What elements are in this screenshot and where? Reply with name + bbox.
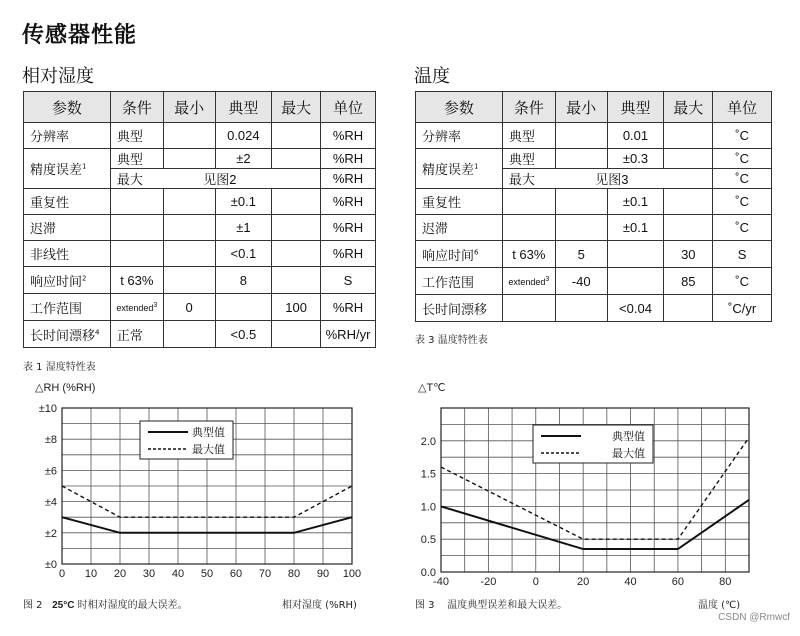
header-cell: 最大	[664, 92, 713, 123]
typ-cell: 0.024	[215, 123, 272, 149]
max-cell	[664, 123, 713, 149]
min-cell	[163, 149, 215, 169]
typ-cell: 8	[215, 267, 272, 294]
min-cell: 0	[163, 294, 215, 321]
series-line-solid	[441, 500, 749, 549]
cond-label: extended	[508, 276, 546, 287]
table-row	[24, 149, 376, 169]
y-tick-label: ±10	[38, 403, 57, 415]
header-cell: 典型	[215, 92, 272, 123]
caption-text: 温度典型误差和最大误差。	[447, 600, 568, 611]
x-tick-label: 10	[84, 568, 98, 580]
y-tick-label: 1.0	[420, 501, 436, 514]
typ-cell: ±0.1	[607, 215, 664, 241]
typ-cell: ±2	[215, 149, 272, 169]
typ-cell: <0.04	[607, 295, 664, 322]
cond-cell: 典型	[502, 123, 555, 149]
span-cell: 见图3	[555, 169, 712, 189]
cond-cell	[110, 189, 163, 215]
unit-cell: %RH	[321, 189, 376, 215]
header-cell: 最小	[163, 92, 215, 123]
x-tick-label: 30	[142, 568, 156, 580]
x-tick-label: 70	[258, 568, 272, 580]
unit-cell: %RH	[321, 294, 376, 321]
max-cell: 85	[664, 268, 713, 295]
cond-cell	[502, 189, 555, 215]
y-tick-label: ±4	[44, 496, 57, 509]
y-tick-label: ±6	[44, 465, 57, 478]
footnote-mark: 6	[474, 248, 479, 257]
typ-cell	[607, 268, 664, 295]
param-cell: 重复性	[24, 189, 111, 215]
min-cell	[555, 189, 607, 215]
footnote-mark: 4	[95, 328, 100, 337]
min-cell	[555, 295, 607, 322]
x-tick-label: 80	[287, 568, 301, 580]
min-cell	[555, 215, 607, 241]
cond-cell	[110, 215, 163, 241]
x-tick-label: 0	[58, 568, 66, 580]
max-cell	[272, 189, 321, 215]
header-cell: 单位	[321, 92, 376, 123]
x-tick-label: 50	[200, 568, 214, 580]
cond-cell	[502, 268, 555, 295]
unit-cell: ˚C	[713, 189, 772, 215]
cond-cell: 典型	[110, 149, 163, 169]
table-row	[24, 321, 376, 348]
y-tick-label: ±2	[44, 527, 57, 540]
humidity-section-title: 相对湿度	[22, 66, 94, 87]
unit-cell: ˚C	[713, 169, 772, 189]
typ-cell: ±0.1	[607, 189, 664, 215]
chart-3-caption	[415, 596, 567, 611]
x-tick-label: 60	[671, 576, 685, 588]
y-axis-label: △T℃	[418, 382, 446, 394]
min-cell	[555, 149, 607, 169]
table-row	[416, 295, 772, 322]
max-cell	[272, 267, 321, 294]
max-cell: 30	[664, 241, 713, 268]
header-cell: 参数	[24, 92, 111, 123]
legend-label: 典型值	[192, 427, 225, 439]
param-cell	[416, 241, 503, 268]
param-label: 精度误差	[422, 163, 475, 178]
footnote-mark: 1	[474, 162, 479, 171]
y-tick-label: 0.0	[420, 567, 436, 579]
cond-cell: 最大	[110, 169, 163, 189]
span-cell: 见图2	[163, 169, 320, 189]
unit-cell: S	[713, 241, 772, 268]
max-cell	[272, 149, 321, 169]
unit-cell: S	[321, 267, 376, 294]
x-tick-label: 40	[624, 576, 637, 588]
y-tick-label: 2.0	[420, 435, 436, 448]
param-cell: 分辨率	[416, 123, 503, 149]
table-header-row	[24, 92, 376, 123]
param-cell: 迟滞	[24, 215, 111, 241]
cond-cell: 典型	[110, 123, 163, 149]
table-row	[416, 268, 772, 295]
max-cell	[664, 189, 713, 215]
table-row	[24, 215, 376, 241]
min-cell	[163, 267, 215, 294]
table-row	[416, 149, 772, 169]
x-tick-label: -20	[480, 576, 497, 588]
x-tick-label: 60	[229, 568, 243, 580]
min-cell	[163, 189, 215, 215]
param-cell	[416, 149, 503, 189]
x-tick-label: 100	[342, 568, 362, 580]
param-label: 响应时间	[422, 248, 475, 264]
typ-cell: 0.01	[607, 123, 664, 149]
param-cell: 分辨率	[24, 123, 111, 149]
legend-label: 最大值	[612, 448, 645, 460]
cond-cell: 典型	[502, 149, 555, 169]
min-cell	[555, 123, 607, 149]
typ-cell: <0.5	[215, 321, 272, 348]
param-cell: 工作范围	[416, 268, 503, 295]
caption-prefix: 图 2	[23, 600, 43, 611]
caption-prefix: 图 3	[415, 600, 435, 611]
max-cell	[664, 149, 713, 169]
param-cell: 长时间漂移	[416, 295, 503, 322]
param-label: 响应时间	[30, 274, 83, 290]
min-cell	[163, 215, 215, 241]
max-cell	[664, 215, 713, 241]
unit-cell: %RH	[321, 123, 376, 149]
humidity-spec-table	[23, 91, 376, 348]
temperature-table-caption: 表 3 温度特性表	[415, 335, 488, 346]
chart-2-xlabel: 相对湿度 (%RH)	[282, 600, 357, 611]
footnote-mark: 1	[82, 162, 87, 171]
min-cell: -40	[555, 268, 607, 295]
cond-cell: t 63%	[110, 267, 163, 294]
y-tick-label: 1.5	[420, 468, 436, 481]
typ-cell: ±1	[215, 215, 272, 241]
table-row	[24, 189, 376, 215]
unit-cell: %RH	[321, 149, 376, 169]
header-cell: 最大	[272, 92, 321, 123]
cond-cell	[502, 215, 555, 241]
header-cell: 最小	[555, 92, 607, 123]
unit-cell: ˚C	[713, 149, 772, 169]
max-cell	[664, 295, 713, 322]
legend-label: 最大值	[192, 444, 225, 456]
max-cell	[272, 321, 321, 348]
param-label: 精度误差	[30, 163, 83, 178]
chart-3-xlabel: 温度 (℃)	[698, 600, 741, 611]
min-cell	[163, 321, 215, 348]
table-row	[416, 215, 772, 241]
typ-cell: ±0.1	[215, 189, 272, 215]
table-row	[416, 123, 772, 149]
y-axis-label: △RH (%RH)	[35, 382, 96, 394]
table-row	[24, 241, 376, 267]
caption-text: 时相对湿度的最大误差。	[77, 600, 188, 611]
watermark: CSDN @Rmwcf	[718, 612, 790, 623]
typ-cell: <0.1	[215, 241, 272, 267]
table-row	[24, 294, 376, 321]
max-cell	[272, 241, 321, 267]
chart-2-caption	[23, 596, 188, 611]
footnote-mark: 2	[82, 274, 87, 283]
table-row	[24, 267, 376, 294]
footnote-mark: 3	[153, 301, 158, 309]
humidity-error-chart	[0, 378, 400, 590]
min-cell	[163, 123, 215, 149]
header-cell: 典型	[607, 92, 664, 123]
unit-cell: ˚C	[713, 215, 772, 241]
param-cell: 迟滞	[416, 215, 503, 241]
cond-cell	[110, 241, 163, 267]
table-row	[416, 189, 772, 215]
table-row	[24, 123, 376, 149]
table-row	[416, 241, 772, 268]
param-cell: 工作范围	[24, 294, 111, 321]
x-tick-label: 20	[113, 568, 127, 580]
table-header-row	[416, 92, 772, 123]
header-cell: 参数	[416, 92, 503, 123]
x-tick-label: -40	[433, 576, 449, 588]
cond-cell	[502, 295, 555, 322]
cond-cell: 最大	[502, 169, 555, 189]
unit-cell: ˚C	[713, 268, 772, 295]
cond-cell: 正常	[110, 321, 163, 348]
max-cell: 100	[272, 294, 321, 321]
header-cell: 条件	[110, 92, 163, 123]
param-cell: 重复性	[416, 189, 503, 215]
unit-cell: %RH	[321, 241, 376, 267]
typ-cell	[215, 294, 272, 321]
caption-bold: 25°C	[52, 600, 75, 611]
page-title: 传感器性能	[22, 23, 138, 48]
param-cell	[24, 149, 111, 189]
unit-cell: %RH/yr	[321, 321, 376, 348]
min-cell: 5	[555, 241, 607, 268]
header-cell: 条件	[502, 92, 555, 123]
cond-cell	[110, 294, 163, 321]
typ-cell: ±0.3	[607, 149, 664, 169]
x-tick-label: 80	[719, 576, 732, 588]
typ-cell	[607, 241, 664, 268]
x-tick-label: 90	[316, 568, 330, 580]
cond-label: extended	[116, 302, 154, 313]
humidity-table-caption: 表 1 湿度特性表	[23, 362, 96, 373]
y-tick-label: ±8	[44, 434, 57, 447]
unit-cell: ˚C/yr	[713, 295, 772, 322]
y-tick-label: ±0	[44, 559, 57, 571]
header-cell: 单位	[713, 92, 772, 123]
temperature-spec-table	[415, 91, 772, 322]
max-cell	[272, 215, 321, 241]
unit-cell: %RH	[321, 169, 376, 189]
legend-label: 典型值	[612, 431, 645, 443]
unit-cell: ˚C	[713, 123, 772, 149]
max-cell	[272, 123, 321, 149]
param-label: 长时间漂移	[30, 328, 96, 344]
x-tick-label: 40	[171, 568, 185, 580]
unit-cell: %RH	[321, 215, 376, 241]
param-cell	[24, 321, 111, 348]
x-tick-label: 0	[532, 576, 539, 588]
cond-cell: t 63%	[502, 241, 555, 268]
min-cell	[163, 241, 215, 267]
y-tick-label: 0.5	[420, 534, 436, 547]
footnote-mark: 3	[545, 275, 550, 283]
param-cell: 非线性	[24, 241, 111, 267]
temperature-error-chart	[400, 378, 800, 590]
temperature-section-title: 温度	[414, 66, 450, 87]
param-cell	[24, 267, 111, 294]
x-tick-label: 20	[577, 576, 590, 588]
